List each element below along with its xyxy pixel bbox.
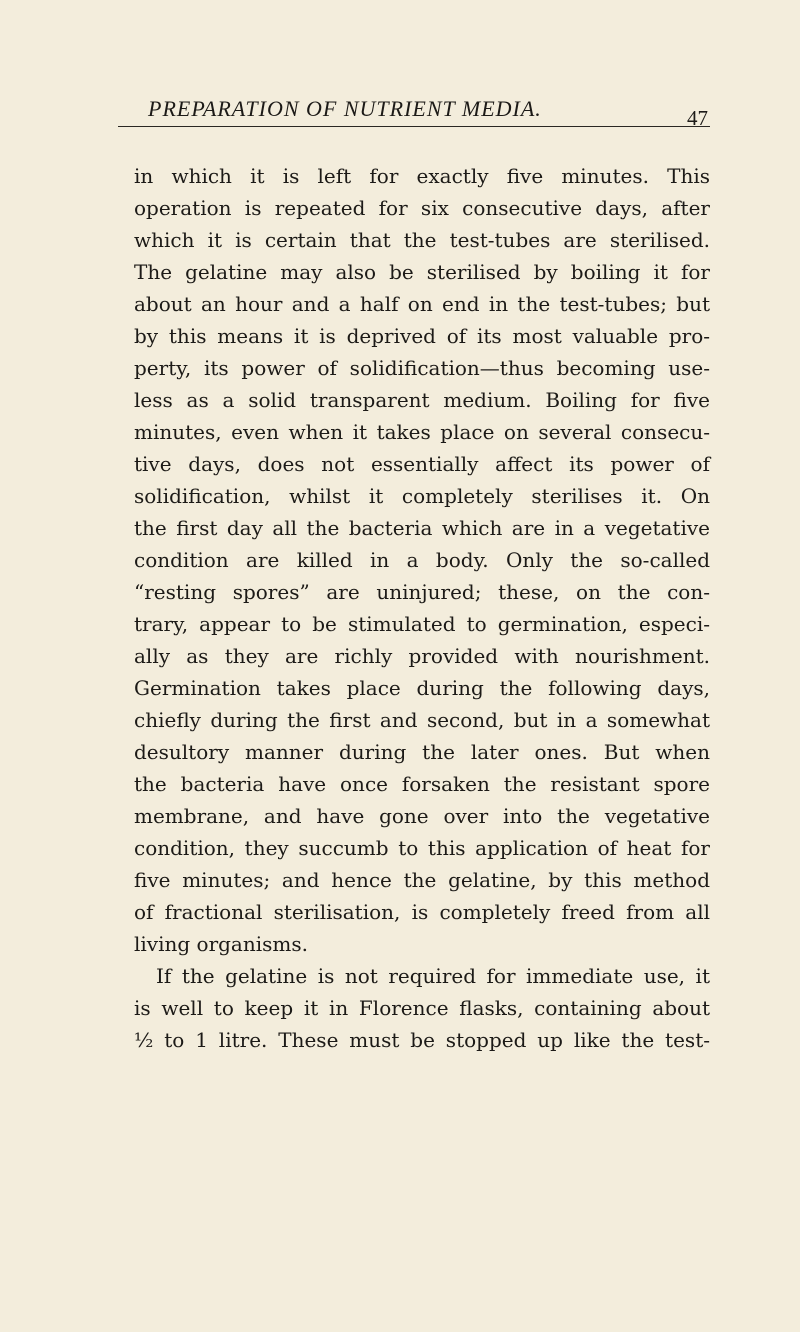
text-line: membrane, and have gone over into the vegetative <box>134 804 710 828</box>
text-line: condition are killed in a body. Only the so-called <box>134 548 710 572</box>
body-text <box>134 160 710 1056</box>
text-line: trary, appear to be stimulated to germination, especi- <box>134 612 710 636</box>
text-line: Germination takes place during the following days, <box>134 676 710 700</box>
paragraph <box>134 160 710 960</box>
text-line: “resting spores” are uninjured; these, on the con- <box>134 580 710 604</box>
text-line: of fractional sterilisation, is completely freed from all <box>134 900 710 924</box>
text-line: the bacteria have once forsaken the resistant spore <box>134 772 710 796</box>
text-line: five minutes; and hence the gelatine, by this method <box>134 868 710 892</box>
text-line: condition, they succumb to this application of heat for <box>134 836 710 860</box>
text-line: tive days, does not essentially affect its power of <box>134 452 710 476</box>
text-line: desultory manner during the later ones. But when <box>134 740 710 764</box>
page-number: 47 <box>687 106 708 130</box>
text-line: operation is repeated for six consecutive days, after <box>134 196 710 220</box>
text-line: minutes, even when it takes place on several consecu- <box>134 420 710 444</box>
text-line: the first day all the bacteria which are in a vegetative <box>134 516 710 540</box>
text-line: If the gelatine is not required for immediate use, it <box>156 964 710 988</box>
text-line: in which it is left for exactly five minutes. This <box>134 164 710 188</box>
running-head <box>118 96 710 146</box>
text-line: solidification, whilst it completely sterilises it. On <box>134 484 710 508</box>
text-line: which it is certain that the test-tubes are sterilised. <box>134 228 710 252</box>
text-line: living organisms. <box>134 932 308 956</box>
running-head-title: PREPARATION OF NUTRIENT MEDIA. <box>148 96 542 121</box>
text-line: is well to keep it in Florence flasks, containing about <box>134 996 710 1020</box>
text-line: by this means it is deprived of its most valuable pro- <box>134 324 710 348</box>
text-line: less as a solid transparent medium. Boiling for five <box>134 388 710 412</box>
text-line: about an hour and a half on end in the test-tubes; but <box>134 292 710 316</box>
text-line: ally as they are richly provided with nourishment. <box>134 644 710 668</box>
text-line: chiefly during the first and second, but in a somewhat <box>134 708 710 732</box>
text-line: ½ to 1 litre. These must be stopped up like the test- <box>134 1028 710 1052</box>
paragraph <box>134 960 710 1056</box>
text-line: The gelatine may also be sterilised by boiling it for <box>134 260 710 284</box>
header-rule <box>118 126 710 127</box>
text-line: perty, its power of solidification—thus becoming use- <box>134 356 710 380</box>
